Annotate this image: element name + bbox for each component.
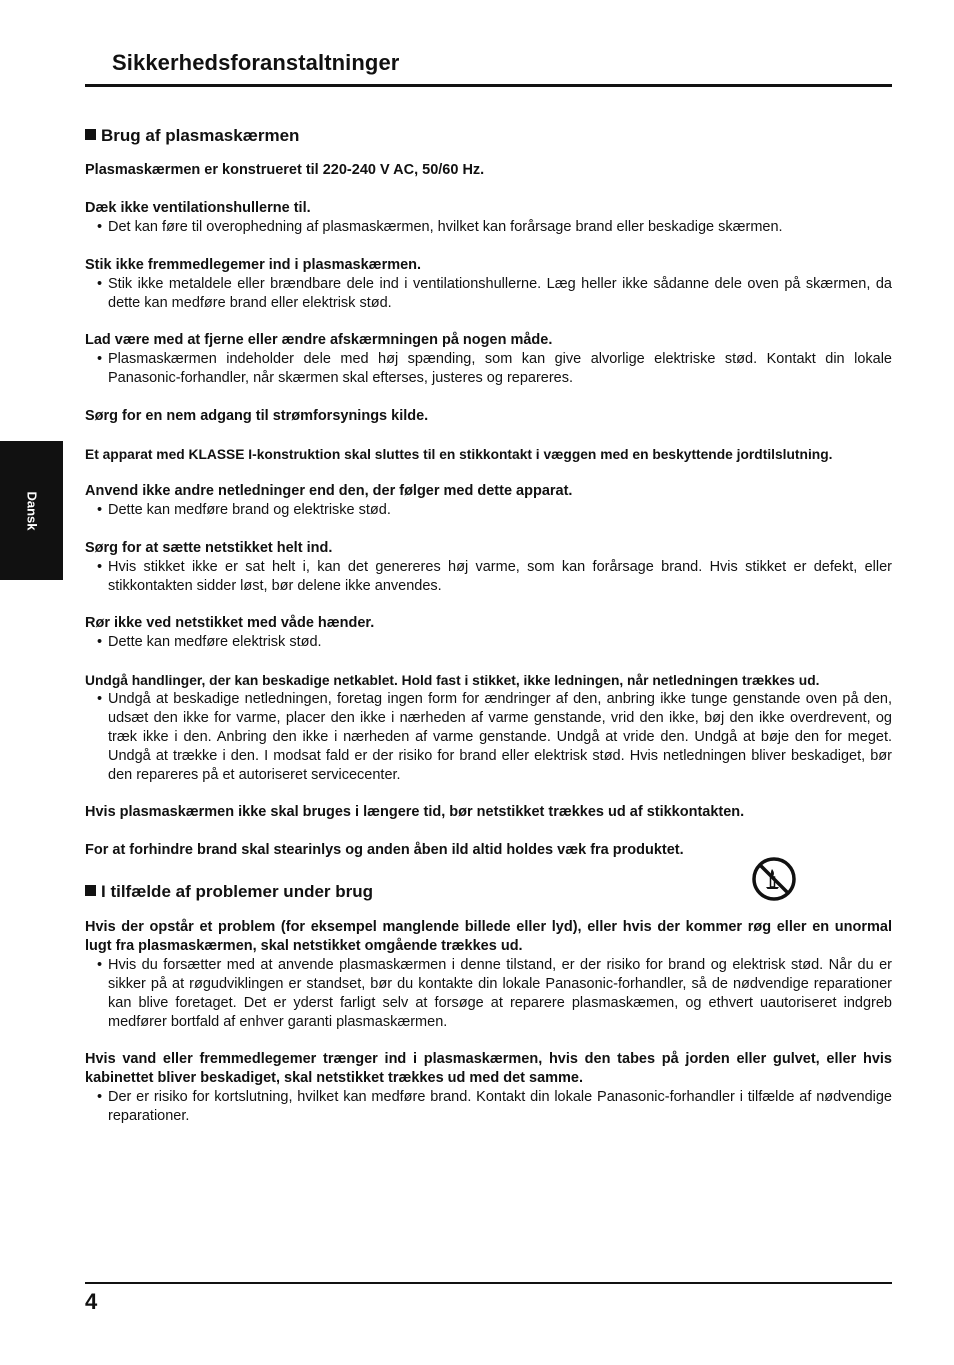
safety-item [85, 256, 892, 313]
square-bullet-icon [85, 129, 96, 140]
title-divider [85, 84, 892, 87]
item-bullet: • Plasmaskærmen indeholder dele med høj spænding, som kan give alvorlige elektriske stød. Kontakt din lokale Panasonic-forhandler, når skærmen skal efterses, justeres og repareres. [97, 351, 892, 386]
item-bullet: • Dette kan medføre brand og elektriske stød. [97, 502, 391, 518]
no-open-flame-icon [750, 855, 798, 903]
safety-item [85, 161, 892, 180]
item-heading: Hvis der opstår et problem (for eksempel manglende billede eller lyd), eller hvis der kommer røg eller en unormal lugt fra plasmaskærmen, skal netstikket omgående trækkes ud. [85, 919, 892, 954]
item-heading: Rør ikke ved netstikket med våde hænder. [85, 615, 375, 631]
item-bullet: • Der er risiko for kortslutning, hvilket kan medføre brand. Kontakt din lokale Panasonic-forhandler i tilfælde af nødvendige reparationer. [97, 1089, 892, 1124]
safety-item [85, 482, 892, 520]
language-side-tab [0, 441, 63, 580]
page-number: 4 [85, 1289, 98, 1314]
safety-item [85, 1050, 892, 1126]
footer-divider [85, 1282, 892, 1284]
safety-item [85, 614, 892, 652]
safety-item [85, 331, 892, 388]
safety-item [85, 199, 892, 237]
item-heading: Undgå handlinger, der kan beskadige netkablet. Hold fast i stikket, ikke ledningen, når netledningen trækkes ud. [85, 673, 820, 688]
item-heading: Stik ikke fremmedlegemer ind i plasmaskærmen. [85, 257, 422, 273]
safety-item [85, 445, 892, 464]
item-bullet: • Undgå at beskadige netledningen, foretag ingen form for ændringer af den, anbring ikke tunge genstande oven på den, udsæt den ikke for varme, placer den ikke i nærheden af varme genstande, vrid den ikke, bøj den ikke overdrevent, og træk ikke i den. Anbring den ikke i nærheden af varme genstande. Undgå at vride den. Undgå at bøje den for meget. Undgå at trække i den. I modsat fald er der risiko for brand eller elektrisk stød. Hvis netledningen bliver beskadiget, bør den repareres på et autoriseret servicecenter. [97, 691, 892, 783]
safety-item [85, 539, 892, 596]
item-bullet: • Det kan føre til overophedning af plasmaskærmen, hvilket kan forårsage brand eller beskadige skærmen. [97, 219, 783, 235]
item-heading: Hvis vand eller fremmedlegemer trænger ind i plasmaskærmen, hvis den tabes på jorden eller gulvet, eller hvis kabinettet bliver beskadiget, skal netstikket trækkes ud med det samme. [85, 1051, 892, 1086]
item-heading: Dæk ikke ventilationshullerne til. [85, 200, 311, 216]
item-bullet: • Hvis stikket ikke er sat helt i, kan det genereres høj varme, som kan forårsage brand. Hvis stikket er defekt, eller stikkontakten sidder løst, bør delene ikke anvendes. [97, 559, 892, 594]
safety-item [85, 671, 892, 785]
section-heading-usage: Brug af plasmaskærmen [85, 126, 299, 146]
item-heading: Sørg for en nem adgang til strømforsynings kilde. [85, 408, 429, 424]
item-heading: Lad være med at fjerne eller ændre afskærmningen på nogen måde. [85, 332, 553, 348]
item-heading: Anvend ikke andre netledninger end den, der følger med dette apparat. [85, 483, 573, 499]
item-heading: Sørg for at sætte netstikket helt ind. [85, 540, 333, 556]
item-bullet: • Hvis du forsætter med at anvende plasmaskærmen i denne tilstand, er der risiko for brand og elektrisk stød. Når du er sikker på at røgudviklingen er standset, bør du kontakte din lokale Panasonic-forhandler, så de nødvendige reparationer kan blive foretaget. Det er yderst farligt selv at forsøge at reparere plasmaskæmen, og ethvert uautoriseret indgreb medfører bortfald af enhver garanti plasmaskærmen. [97, 957, 892, 1030]
item-bullet: • Stik ikke metaldele eller brændbare dele ind i ventilationshullerne. Læg heller ikke sådanne dele oven på skærmen, da dette kan medføre brand eller elektrisk stød. [97, 276, 892, 311]
item-bullet: • Dette kan medføre elektrisk stød. [97, 634, 322, 650]
square-bullet-icon [85, 885, 96, 896]
item-heading: Et apparat med KLASSE I-konstruktion skal sluttes til en stikkontakt i væggen med en beskyttende jordtilslutning. [85, 447, 833, 462]
item-heading: For at forhindre brand skal stearinlys og anden åben ild altid holdes væk fra produktet. [85, 842, 684, 858]
safety-item [85, 918, 892, 1032]
item-heading: Hvis plasmaskærmen ikke skal bruges i længere tid, bør netstikket trækkes ud af stikkontakten. [85, 804, 745, 820]
item-heading: Plasmaskærmen er konstrueret til 220-240 V AC, 50/60 Hz. [85, 162, 485, 178]
safety-item [85, 803, 892, 822]
safety-item [85, 407, 892, 426]
language-label: Dansk [24, 491, 40, 531]
section-heading-problems: I tilfælde af problemer under brug [85, 882, 373, 902]
page-title: Sikkerhedsforanstaltninger [112, 50, 400, 75]
